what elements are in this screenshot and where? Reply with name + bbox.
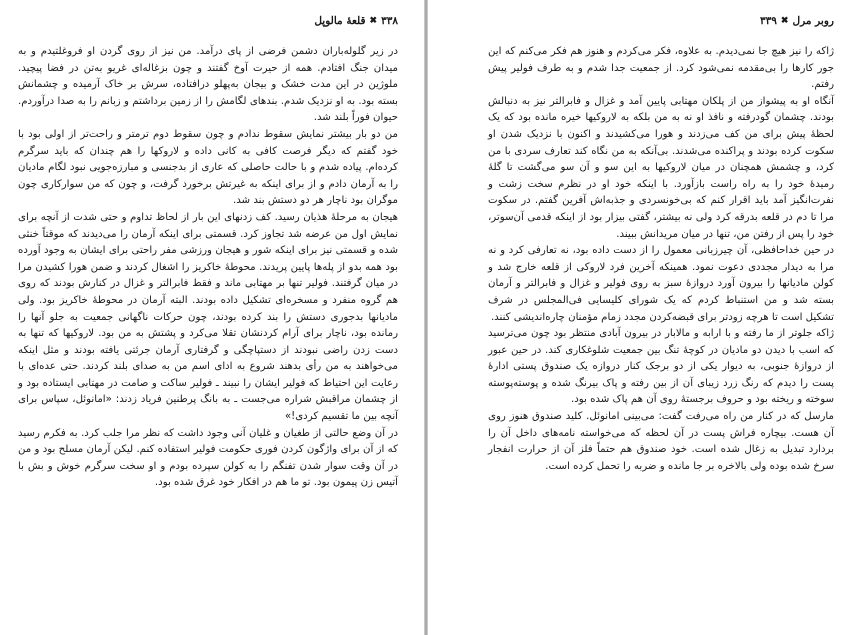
left-page-header <box>18 14 398 28</box>
right-page <box>428 0 860 635</box>
paragraph: در زیر گلوله‌باران دشمن فرضی از پای درآمد. من نیز از روی گردن او فروغلتیدم و به میدان جنگ افتادم. همه از حیرت آوخ گفتند و چون بزغاله‌ای غریو به‌تن در فضا پیچید. ملوژین در این مدت خشک و بیجان به‌پهلو درافتاده، سرش بر خاک آرمیده و چشمانش بسته بود. به او نزدیک شدم. بندهای لگامش را از زمین برداشتم و زبانم را به صدا درآوردم. حیوان فوراً بلند شد. <box>18 46 398 124</box>
right-page-number: ۳۳۹ <box>759 15 777 27</box>
paragraph: هیجان به مرحلهٔ هذیان رسید. کف زدنهای این بار از لحاظ تداوم و حتی شدت از آنچه برای نمایش اول من عرضه شد تجاوز کرد. قسمتی برای اینکه آرمان را می‌دیدند که موقتاً خنثی شده و قسمتی نیز برای اینکه شور و هیجان ورزشی مفر راحتی برای ایشان به وجود آورده بود همه بدو از پله‌ها پایین پریدند. محوطهٔ خاکریز را اشغال کردند و ضمن هورا کشیدن مرا در میان گرفتند. فولیر تنها بر مهتابی ماند و فقط فابرالتر و غزال در کنارش بودند که روی هم گروه منفرد و مسخره‌ای تشکیل داده بودند. البته آرمان در محوطهٔ خاکریز بود. ولی مادیانها بدجوری دستش را بند کرده بودند، چون حرکات ناگهانی جمعیت به جلو آنها را رمانده بود، ناچار برای آرام کردنشان تقلا می‌کرد و پشتش به من بود. لاروکیها که تنها به دست زدن راضی نبودند از دستپاچگی و گرفتاری آرمان جرئتی یافته بودند و مثل اینکه می‌خواهند به من رأی بدهند شروع به ادای اسم من به صدای بلند کردند. حتی عده‌ای با رعایت این احتیاط که فولیر ایشان را نبیند ـ فولیر ساکت و صامت در مهتابی ایستاده بود و از چشمان مراقبش شراره می‌جست ـ به بانگ پرطنین فریاد زدند: «امانوئل، سپاس برای آنچه بین ما تقسیم کردی!» <box>18 211 398 423</box>
right-running-title: روبر مرل <box>792 15 834 27</box>
left-page-body <box>18 44 398 492</box>
right-page-body <box>488 44 834 475</box>
left-running-title: قلعهٔ مالوپل <box>314 15 366 27</box>
paragraph: ژاکه جلوتر از ما رفته و با ارابه و مالابار در بیرون آبادی منتظر بود چون می‌ترسید که اسب با دیدن دو مادیان در کوچهٔ تنگ بین جمعیت شلوغکاری کند. در حین عبور از دروازهٔ جنوبی، به دیوار یکی از دو برجک کنار دروازه یک صندوق پستی ادارهٔ پست را دیدم که رنگ زرد زیبای آن از بین رفته و پاک بیرنگ شده و پوسته‌پوسته سوخته و ریخته بود و حروف برجستهٔ روی آن هم پاک شده بود. <box>488 328 834 406</box>
paragraph: در حین خداحافظی، آن چیرزبانی معمول را از دست داده بود، نه تعارفی کرد و نه مرا به دیدار مجددی دعوت نمود. همینکه آخرین فرد لاروکی از قلعه خارج شد و کولن مادیانها را بیرون آورد دروازهٔ سبز به روی فولیر و غزال و فابرالتر و آرمان بسته شد و من استنباط کردم که یک شورای کلیسایی فی‌المجلس در شرف تشکیل است تا هرچه زودتر برای قبضه‌کردن مجدد زمام مؤمنان چاره‌اندیشی کنند. <box>488 245 834 323</box>
paragraph: ژاکه را نیز هیچ جا نمی‌دیدم. به علاوه، فکر می‌کردم و هنوز هم فکر می‌کنم که این جور کارها را بی‌مقدمه نمی‌شود کرد. از جمعیت جدا شدم و به طرف فولیر پیش رفتم. <box>488 46 834 91</box>
header-separator-icon: ✖ <box>369 16 378 26</box>
right-page-header <box>488 14 834 28</box>
paragraph: در آن وضع حالتی از طغیان و غلیان آنی وجود داشت که نظر مرا جلب کرد. به فکرم رسید که از آن برای واژگون کردن فوری حکومت فولیر استفاده کنم. لیکن آرمان مسلح بود و من در آن وقت سوار شدن تفنگم را به کولن سپرده بودم و او سخت سرگرم خوش و بش با آتیس زن پیمون بود. تو ما هم در افکار خود غرق شده بود. <box>18 427 398 489</box>
paragraph: آنگاه او به پیشواز من از پلکان مهتابی پایین آمد و غزال و فابرالتر نیز به دنبالش بودند. چشمان گودرفته و نافذ او نه به من بلکه به لاروکیها خیره مانده بود که یک لحظهٔ پیش برای من کف می‌زدند و هورا می‌کشیدند و اکنون با نزدیک شدن او سکوت کرده بودند و پراکنده می‌شدند. بی‌آنکه به من نگاه کند تعارف سردی با من کرد، و چشمش همچنان در میان لاروکیها به این سو و آن سو می‌گشت تا گلهٔ رمیدهٔ خود را به راه راست بازآورد. با اینکه خود او در نظرم سخت زشت و نفرت‌انگیز آمد باید اقرار کنم که بی‌خونسردی و جذبه‌اش آفرین گفتم. در سکوت مرا تا دم در قلعه بدرقه کرد ولی نه بیشتر، گفتی بیزار بود از اینکه قدمی آن‌سوتر، خود را پس از رفتن من، تنها در میان مریدانش ببیند. <box>488 95 834 240</box>
left-page-number: ۳۳۸ <box>381 15 398 27</box>
paragraph: من دو بار بیشتر نمایش سقوط ندادم و چون سقوط دوم ترمتر و راحت‌تر از اولی بود با خود گفتم که دیگر فرصت کافی به کانی داده و لاروکها را هم چندان که باید سرگرم کرده‌ام. پیاده شدم و با حالت حاصلی که عاری از بدجنسی و مبارزه‌جویی نبود لگام مادیان را به آرمان دادم و از برای اینکه به غیرتش برخورد گرفت، و چون که من سوارکاری چون موگران بود ناچار هر دو دستش بند شد. <box>18 128 398 207</box>
left-page <box>0 0 424 635</box>
header-separator-icon: ✖ <box>780 16 789 26</box>
paragraph: مارسل که در کنار من راه می‌رفت گفت: می‌بینی امانوئل. کلید صندوق هنوز روی آن هست. بیچاره فراش پست در آن لحظه که می‌خواسته نامه‌های داخل آن را بردارد تبدیل به زغال شده است. خود صندوق هم حتماً فلز آن از حرارت انفجار سرخ شده بوده ولی بالاخره بر جا مانده و ضربه را تحمل کرده است. <box>488 411 834 472</box>
